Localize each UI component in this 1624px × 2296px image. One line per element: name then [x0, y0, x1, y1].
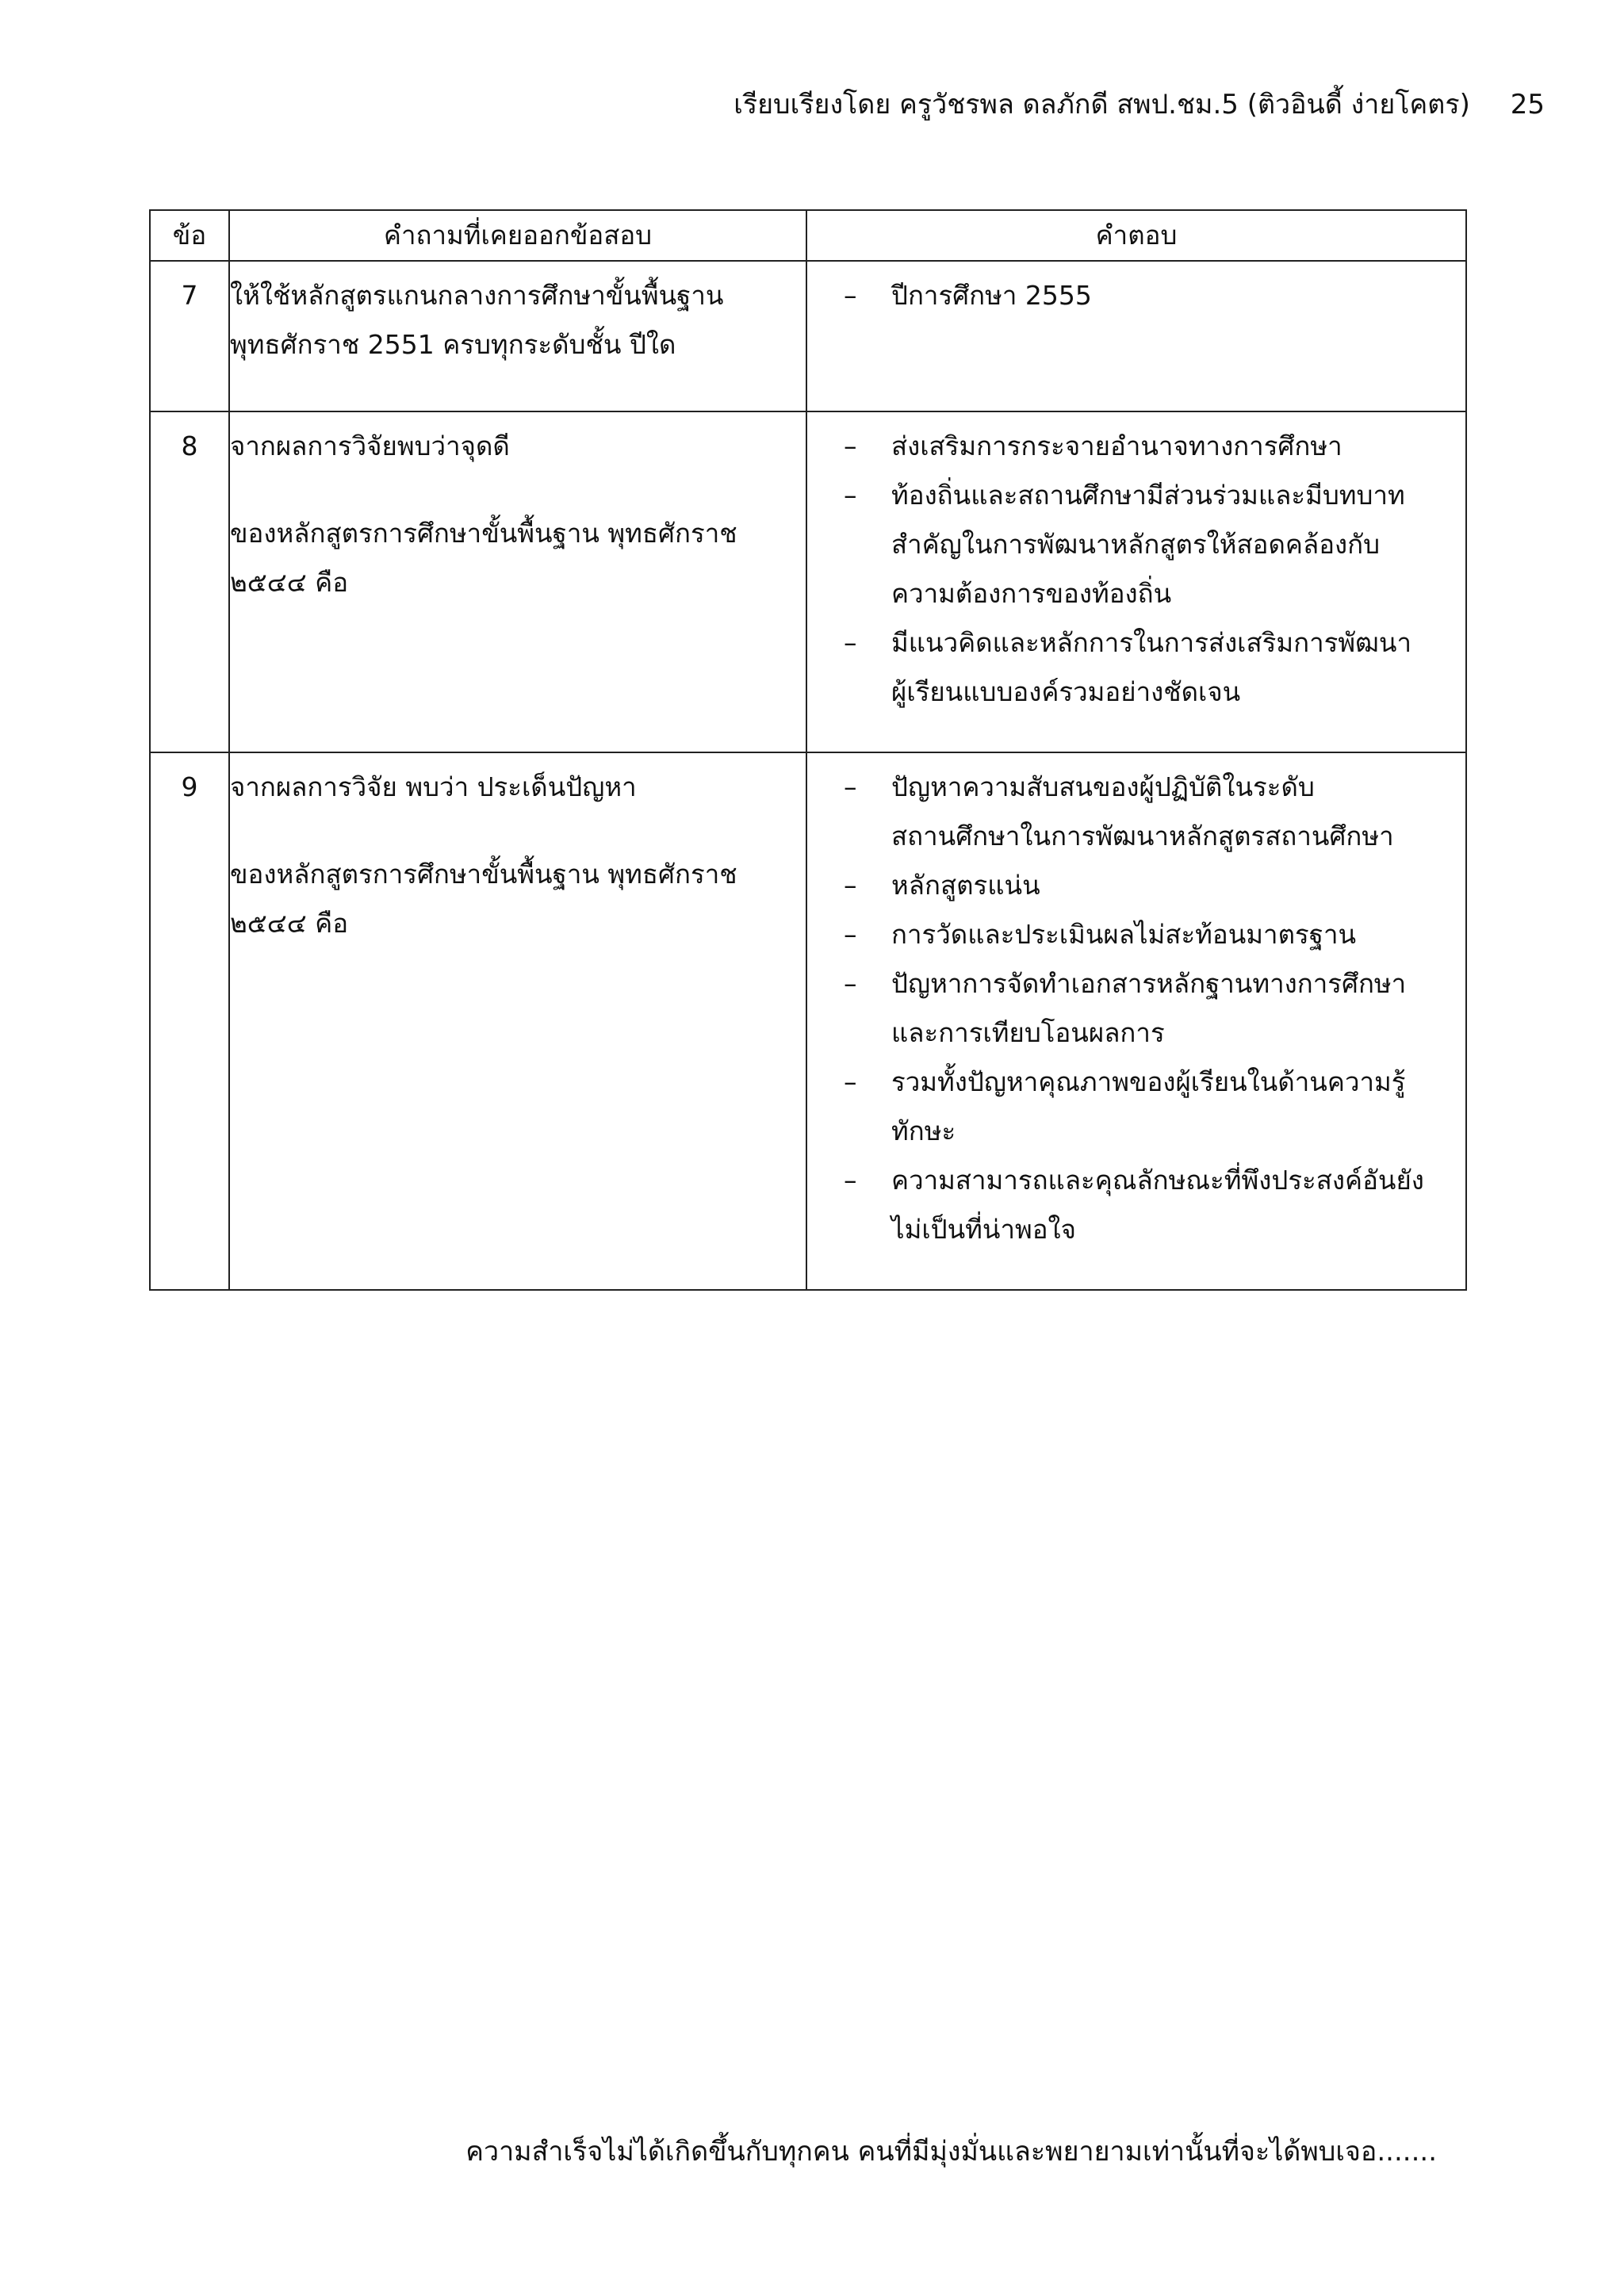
answer-line: ปัญหาความสับสนของผู้ปฏิบัติในระดับ [891, 771, 1315, 802]
answer-item [818, 1058, 1454, 1156]
table-row [150, 261, 1466, 411]
answer-line: ปีการศึกษา 2555 [891, 280, 1092, 311]
footer-quote: ความสำเร็จไม่ได้เกิดขึ้นกับทุกคน คนที่มีมุ่งมั่นและพยายามเท่านั้นที่จะได้พบเจอ....... [465, 2136, 1437, 2168]
answer-line: ไม่เป็นที่น่าพอใจ [891, 1214, 1076, 1245]
question-intro: จากผลการวิจัย พบว่า ประเด็นปัญหา [230, 771, 637, 802]
row-number: 7 [150, 261, 229, 411]
bullet-dash: – [844, 968, 857, 999]
bullet-dash: – [844, 430, 857, 461]
answer-line: รวมทั้งปัญหาคุณภาพของผู้เรียนในด้านความรู้ [891, 1066, 1406, 1097]
question-cell [229, 752, 806, 1290]
answer-item [818, 271, 1454, 320]
column-header-question: คำถามที่เคยออกข้อสอบ [229, 210, 806, 261]
column-header-answer: คำตอบ [806, 210, 1466, 261]
page-number: 25 [1510, 89, 1545, 121]
answer-line: ผู้เรียนแบบองค์รวมอย่างชัดเจน [891, 676, 1241, 707]
page-header [733, 86, 1545, 124]
answer-item [818, 959, 1454, 1058]
answer-line: ทักษะ [891, 1115, 956, 1146]
bullet-dash: – [844, 870, 857, 901]
answer-item [818, 618, 1454, 717]
header-title: เรียบเรียงโดย ครูวัชรพล ดลภักดี สพป.ชม.5 (ติวอินดี้ ง่ายโคตร) [733, 89, 1470, 121]
bullet-dash: – [844, 1066, 857, 1097]
answer-line: หลักสูตรแน่น [891, 870, 1040, 901]
answer-list [807, 422, 1465, 717]
answer-cell [806, 261, 1466, 411]
answer-cell [806, 752, 1466, 1290]
answer-item [818, 422, 1454, 471]
table-row [150, 752, 1466, 1290]
answer-line: ส่งเสริมการกระจายอำนาจทางการศึกษา [891, 430, 1342, 461]
table-header-row [150, 210, 1466, 261]
answer-list [807, 763, 1465, 1254]
answer-item [818, 861, 1454, 910]
answer-item [818, 910, 1454, 959]
answer-line: การวัดและประเมินผลไม่สะท้อนมาตรฐาน [891, 919, 1357, 950]
answer-line: สำคัญในการพัฒนาหลักสูตรให้สอดคล้องกับ [891, 529, 1381, 560]
answer-line: ปัญหาการจัดทำเอกสารหลักฐานทางการศึกษา [891, 968, 1407, 999]
question-line: พุทธศักราช 2551 ครบทุกระดับชั้น ปีใด [230, 329, 676, 360]
table-row [150, 411, 1466, 752]
answer-line: ท้องถิ่นและสถานศึกษามีส่วนร่วมและมีบทบาท [891, 480, 1405, 511]
bullet-dash: – [844, 1165, 857, 1196]
answer-line: ความต้องการของท้องถิ่น [891, 578, 1172, 609]
bullet-dash: – [844, 919, 857, 950]
question-gap [230, 471, 806, 509]
question-line: ให้ใช้หลักสูตรแกนกลางการศึกษาขั้นพื้นฐาน [230, 280, 724, 311]
question-intro: จากผลการวิจัยพบว่าจุดดี [230, 430, 510, 461]
answer-line: สถานศึกษาในการพัฒนาหลักสูตรสถานศึกษา [891, 821, 1394, 851]
question-cell [229, 411, 806, 752]
column-header-no: ข้อ [150, 210, 229, 261]
answer-line: มีแนวคิดและหลักการในการส่งเสริมการพัฒนา [891, 627, 1411, 658]
answer-item [818, 471, 1454, 618]
answer-cell [806, 411, 1466, 752]
row-number: 9 [150, 752, 229, 1290]
question-line: ของหลักสูตรการศึกษาขั้นพื้นฐาน พุทธศักราช [230, 859, 737, 890]
bullet-dash: – [844, 480, 857, 511]
answer-item [818, 1156, 1454, 1254]
bullet-dash: – [844, 280, 857, 311]
qa-table [149, 209, 1467, 1291]
answer-item [818, 763, 1454, 861]
question-gap [230, 812, 806, 850]
answer-line: และการเทียบโอนผลการ [891, 1017, 1165, 1048]
bullet-dash: – [844, 771, 857, 802]
question-cell [229, 261, 806, 411]
answer-list [807, 271, 1465, 320]
bullet-dash: – [844, 627, 857, 658]
row-number: 8 [150, 411, 229, 752]
question-line: ของหลักสูตรการศึกษาขั้นพื้นฐาน พุทธศักราช [230, 518, 737, 549]
question-line: ๒๕๔๔ คือ [230, 567, 349, 598]
answer-line: ความสามารถและคุณลักษณะที่พึงประสงค์อันยัง [891, 1165, 1424, 1196]
question-line: ๒๕๔๔ คือ [230, 908, 349, 939]
